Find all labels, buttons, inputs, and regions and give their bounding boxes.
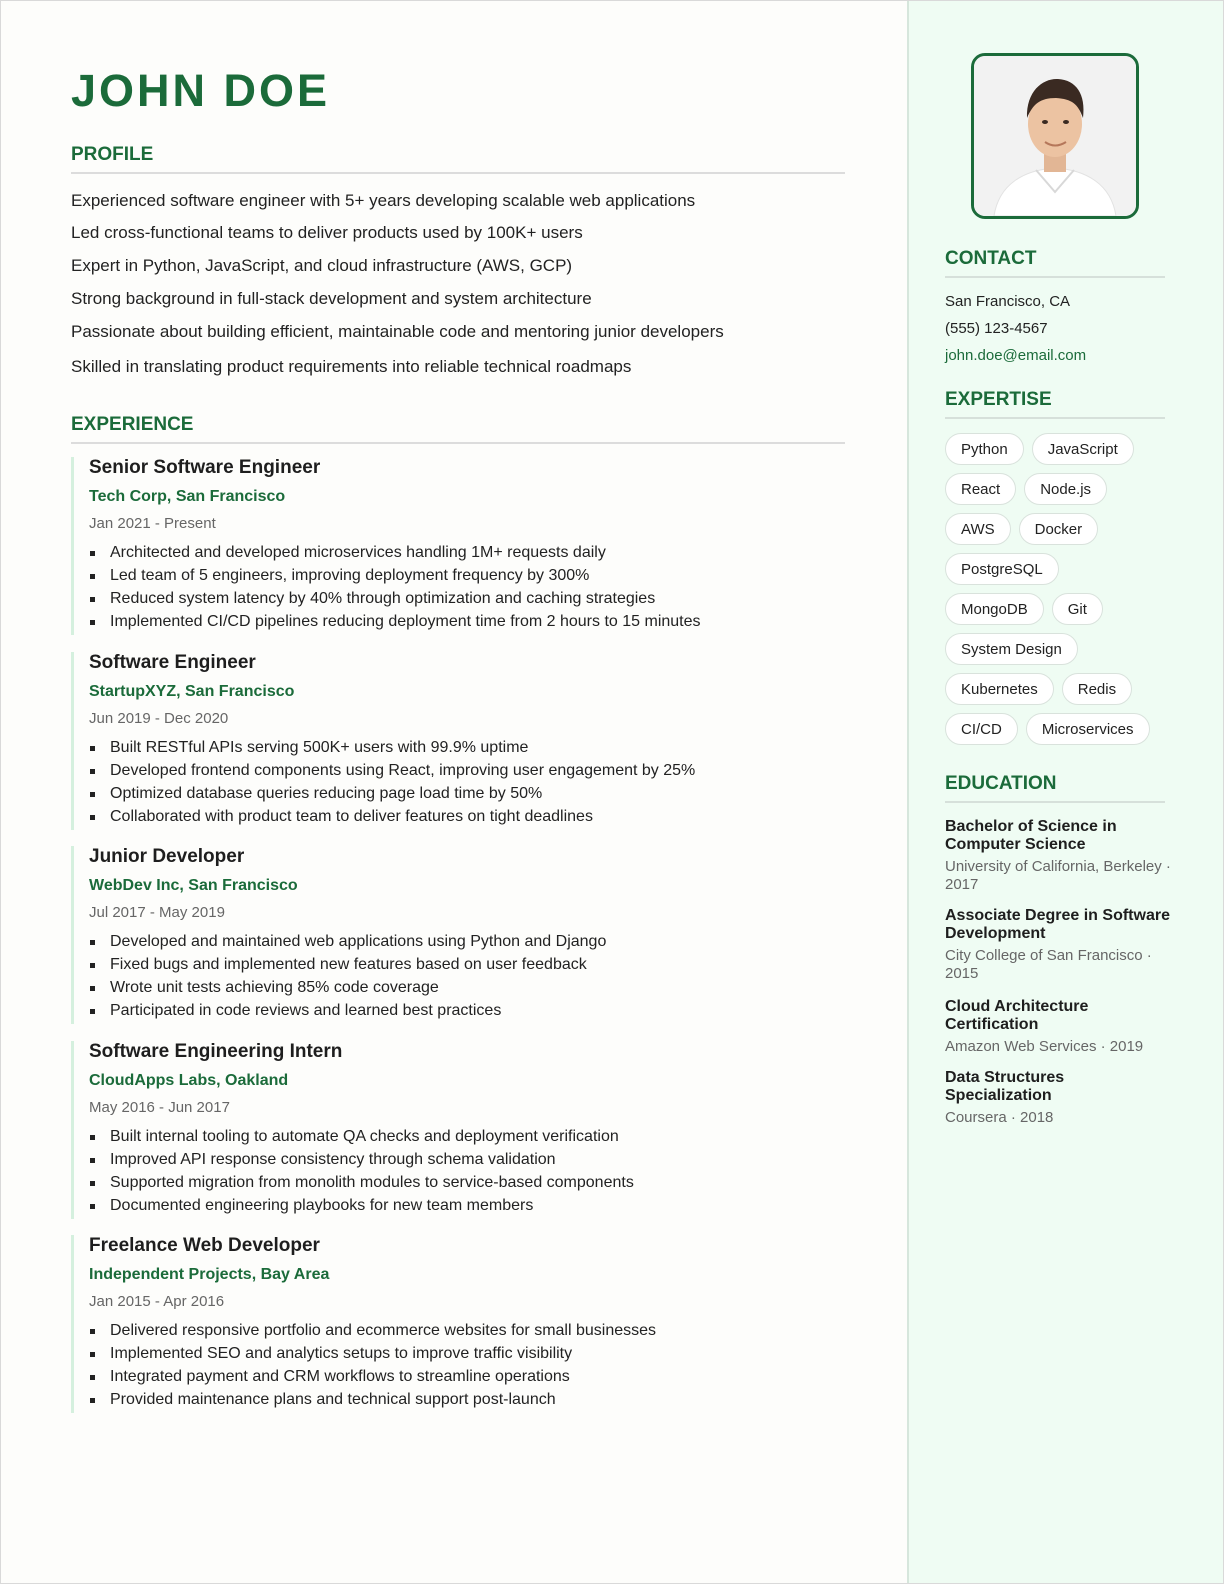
job-dates: May 2016 - Jun 2017: [89, 1099, 230, 1116]
skill-pill: Python: [945, 433, 1024, 465]
job-bullets: [89, 738, 851, 826]
job-company: StartupXYZ, San Francisco: [89, 683, 295, 700]
job-title: Junior Developer: [89, 846, 245, 867]
skill-row: [945, 433, 1170, 473]
job-bullet: Provided maintenance plans and technical support post-launch: [89, 1390, 851, 1409]
education-entry: [945, 907, 1175, 983]
job-entry: [71, 457, 851, 635]
job-bullet: Architected and developed microservices handling 1M+ requests daily: [89, 543, 851, 562]
person-portrait-icon: [974, 56, 1136, 216]
education-entry: [945, 1069, 1175, 1127]
skill-pill: JavaScript: [1032, 433, 1134, 465]
job-bullets: [89, 1127, 851, 1215]
profile-item: Led cross-functional teams to deliver products used by 100K+ users: [71, 223, 583, 242]
skill-pill: Microservices: [1026, 713, 1150, 745]
education-degree: Cloud Architecture Certification: [945, 998, 1089, 1033]
education-degree: Associate Degree in Software Development: [945, 907, 1170, 942]
job-bullet: Delivered responsive portfolio and ecommerce websites for small businesses: [89, 1321, 851, 1340]
job-dates: Jul 2017 - May 2019: [89, 904, 225, 921]
skill-row: [945, 713, 1170, 753]
job-bullet: Wrote unit tests achieving 85% code coverage: [89, 978, 851, 997]
skill-row: [945, 513, 1170, 553]
job-title: Freelance Web Developer: [89, 1235, 320, 1256]
job-bullet: Developed frontend components using React, improving user engagement by 25%: [89, 761, 851, 780]
job-title: Software Engineering Intern: [89, 1041, 343, 1062]
job-title: Senior Software Engineer: [89, 457, 321, 478]
section-title-education: EDUCATION: [945, 773, 1165, 803]
section-title-contact: CONTACT: [945, 248, 1165, 278]
skill-pill: Redis: [1062, 673, 1132, 705]
job-bullets: [89, 932, 851, 1020]
skill-pill: AWS: [945, 513, 1011, 545]
education-degree: Data Structures Specialization: [945, 1069, 1065, 1104]
job-company: Independent Projects, Bay Area: [89, 1266, 330, 1283]
skill-row: [945, 633, 1170, 673]
education-school: University of California, Berkeley · 2017: [945, 858, 1171, 893]
job-bullet: Built internal tooling to automate QA checks and deployment verification: [89, 1127, 851, 1146]
skill-pill: System Design: [945, 633, 1078, 665]
contact-email[interactable]: john.doe@email.com: [945, 347, 1087, 364]
job-bullet: Optimized database queries reducing page load time by 50%: [89, 784, 851, 803]
skill-pill: Kubernetes: [945, 673, 1054, 705]
job-bullet: Collaborated with product team to deliver features on tight deadlines: [89, 807, 851, 826]
skill-pill: Docker: [1019, 513, 1099, 545]
job-bullet: Improved API response consistency through schema validation: [89, 1150, 851, 1169]
job-dates: Jan 2015 - Apr 2016: [89, 1293, 225, 1310]
job-title: Software Engineer: [89, 652, 256, 673]
main-column: [1, 1, 907, 1583]
skill-pill: MongoDB: [945, 593, 1044, 625]
job-bullet: Led team of 5 engineers, improving deployment frequency by 300%: [89, 566, 851, 585]
education-degree: Bachelor of Science in Computer Science: [945, 818, 1117, 853]
job-bullet: Integrated payment and CRM workflows to streamline operations: [89, 1367, 851, 1386]
job-company: Tech Corp, San Francisco: [89, 488, 286, 505]
skill-pill: PostgreSQL: [945, 553, 1059, 585]
education-entry: [945, 818, 1175, 894]
education-school: City College of San Francisco · 2015: [945, 947, 1152, 982]
profile-item: Expert in Python, JavaScript, and cloud infrastructure (AWS, GCP): [71, 256, 573, 275]
job-company: CloudApps Labs, Oakland: [89, 1072, 289, 1089]
contact-location: San Francisco, CA: [945, 293, 1071, 310]
job-company: WebDev Inc, San Francisco: [89, 877, 298, 894]
profile-item: Experienced software engineer with 5+ years developing scalable web applications: [71, 191, 696, 210]
skill-row: [945, 553, 1170, 593]
profile-item: Strong background in full-stack development and system architecture: [71, 289, 592, 308]
job-bullet: Implemented CI/CD pipelines reducing deployment time from 2 hours to 15 minutes: [89, 612, 851, 631]
candidate-name: JOHN DOE: [71, 65, 331, 116]
job-bullet: Fixed bugs and implemented new features based on user feedback: [89, 955, 851, 974]
skill-row: [945, 593, 1170, 633]
job-bullet: Reduced system latency by 40% through optimization and caching strategies: [89, 589, 851, 608]
section-title-expertise: EXPERTISE: [945, 389, 1165, 419]
skill-pill: Git: [1052, 593, 1103, 625]
skill-pill: React: [945, 473, 1016, 505]
profile-photo: [971, 53, 1139, 219]
profile-item: Skilled in translating product requirements into reliable technical roadmaps: [71, 357, 632, 376]
job-dates: Jun 2019 - Dec 2020: [89, 710, 229, 727]
job-dates: Jan 2021 - Present: [89, 515, 216, 532]
contact-phone: (555) 123-4567: [945, 320, 1048, 337]
profile-item: Passionate about building efficient, maintainable code and mentoring junior developers: [71, 322, 724, 341]
skill-pill: CI/CD: [945, 713, 1018, 745]
job-entry: [71, 846, 851, 1024]
job-entry: [71, 1235, 851, 1413]
job-entry: [71, 652, 851, 830]
job-bullet: Documented engineering playbooks for new team members: [89, 1196, 851, 1215]
education-school: Amazon Web Services · 2019: [945, 1038, 1144, 1055]
job-bullet: Supported migration from monolith modules to service-based components: [89, 1173, 851, 1192]
skill-row: [945, 473, 1170, 513]
profile-list: [71, 187, 724, 377]
job-bullet: Participated in code reviews and learned best practices: [89, 1001, 851, 1020]
section-title-profile: PROFILE: [71, 144, 845, 174]
skill-pill: Node.js: [1024, 473, 1107, 505]
education-school: Coursera · 2018: [945, 1109, 1054, 1126]
job-bullet: Built RESTful APIs serving 500K+ users with 99.9% uptime: [89, 738, 851, 757]
job-entry: [71, 1041, 851, 1219]
education-entry: [945, 998, 1175, 1056]
job-bullets: [89, 1321, 851, 1409]
job-bullet: Developed and maintained web applications using Python and Django: [89, 932, 851, 951]
section-title-experience: EXPERIENCE: [71, 414, 845, 444]
job-bullets: [89, 543, 851, 631]
job-bullet: Implemented SEO and analytics setups to improve traffic visibility: [89, 1344, 851, 1363]
skills-list: [945, 433, 1170, 753]
skill-row: [945, 673, 1170, 713]
